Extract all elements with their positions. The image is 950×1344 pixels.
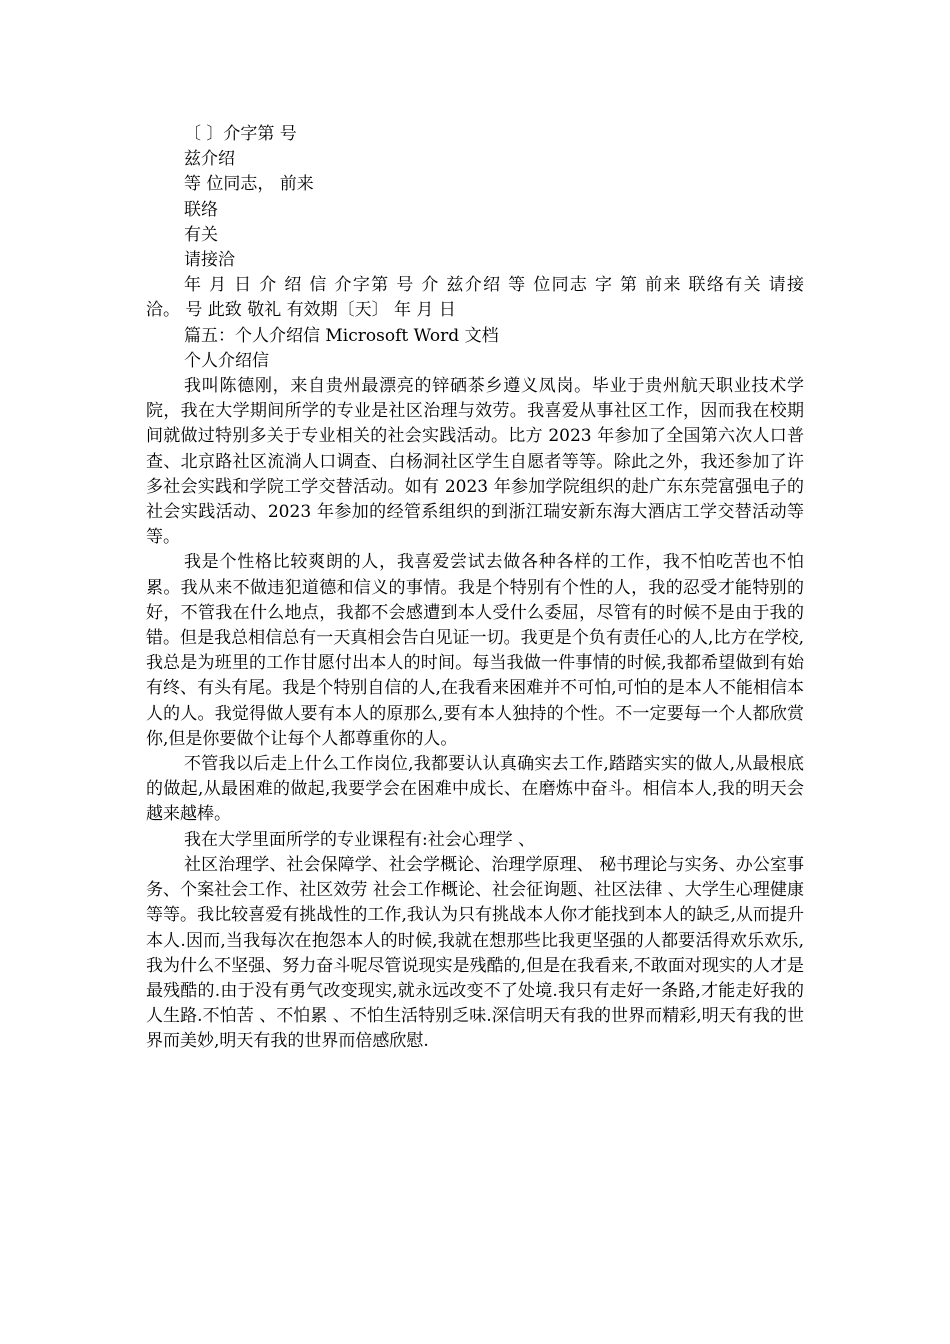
contact-line: 联络 [184, 199, 218, 220]
paragraph-background: 我叫陈德刚，来自贵州最漂亮的锌硒茶乡遵义凤岗。毕业于贵州航天职业技术学院，我在大学期间所学的专业是社区治理与效劳。我喜爱从事社区工作，因而我在校期间就做过特别多关于专业相关的社会实践活动。比方 2023 年参加了全国第六次人口普查、北京路社区流淌人口调查、白杨洞社区学生自愿者等等。除此之外，我还参加了许多社会实践和学院工学交替活动。如有 2023 年参加学院组织的赴广东东莞富强电子的社会实践活动、2023 年参加的经管系组织的到浙江瑞安新东海大酒店工学交替活动等等。 [146, 376, 804, 548]
document-page [146, 122, 804, 1055]
paragraph-courses-intro: 我在大学里面所学的专业课程有:社会心理学 、 [184, 829, 536, 850]
merged-letter-line-2: 洽。 号 此致 敬礼 有效期〔天〕 年 月 日 [146, 300, 456, 321]
related-line: 有关 [184, 224, 218, 245]
letter-title: 个人介绍信 [184, 350, 269, 371]
comrades-line: 等 位同志， 前来 [184, 174, 314, 195]
reference-number-line: 〔 〕介字第 号 [184, 124, 297, 144]
paragraph-personality: 我是个性格比较爽朗的人，我喜爱尝试去做各种各样的工作，我不怕吃苦也不怕累。我从来不做违犯道德和信义的事情。我是个特别有个性的人，我的忍受才能特别的好，不管我在什么地点，我都不会感遭到本人受什么委屈，尽管有的时候不是由于我的错。但是我总相信总有一天真相会告白见证一切。我更是个负有责任心的人,比方在学校,我总是为班里的工作甘愿付出本人的时间。每当我做一件事情的时候,我都希望做到有始有终、有头有尾。我是个特别自信的人,在我看来困难并不可怕,可怕的是本人不能相信本人的人。我觉得做人要有本人的原那么,要有本人独持的个性。不一定要每一个人都欣赏你,但是你要做个让每个人都尊重你的人。 [146, 552, 804, 749]
please-receive-line: 请接洽 [184, 250, 235, 271]
introduce-line: 兹介绍 [184, 149, 235, 170]
letter-body [146, 374, 804, 1054]
section-heading: 篇五：个人介绍信 Microsoft Word 文档 [184, 325, 499, 346]
paragraph-courses: 社区治理学、社会保障学、社会学概论、治理学原理、 秘书理论与实务、办公室事务、个案社会工作、社区效劳 社会工作概论、社会征询题、社区法律 、大学生心理健康等等。我比较喜爱有挑战性的工作,我认为只有挑战本人你才能找到本人的缺乏,从而提升本人.因而,当我每次在抱怨本人的时候,我就在想那些比我更坚强的人都要活得欢乐欢乐,我为什么不坚强、努力奋斗呢尽管说现实是残酷的,但是在我看来,不敢面对现实的人才是最残酷的.由于没有勇气改变现实,就永远改变不了处境.我只有走好一条路,才能走好我的人生路.不怕苦 、不怕累 、不怕生活特别乏味.深信明天有我的世界而精彩,明天有我的世界而美妙,明天有我的世界而倍感欣慰. [146, 854, 804, 1052]
merged-letter-line-1: 年 月 日 介 绍 信 介字第 号 介 兹介绍 等 位同志 字 第 前来 联络有关 请接 [184, 275, 804, 296]
paragraph-future: 不管我以后走上什么工作岗位,我都要认认真确实去工作,踏踏实实的做人,从最根底的做起,从最困难的做起,我要学会在困难中成长、在磨炼中奋斗。相信本人,我的明天会越来越棒。 [146, 754, 804, 825]
